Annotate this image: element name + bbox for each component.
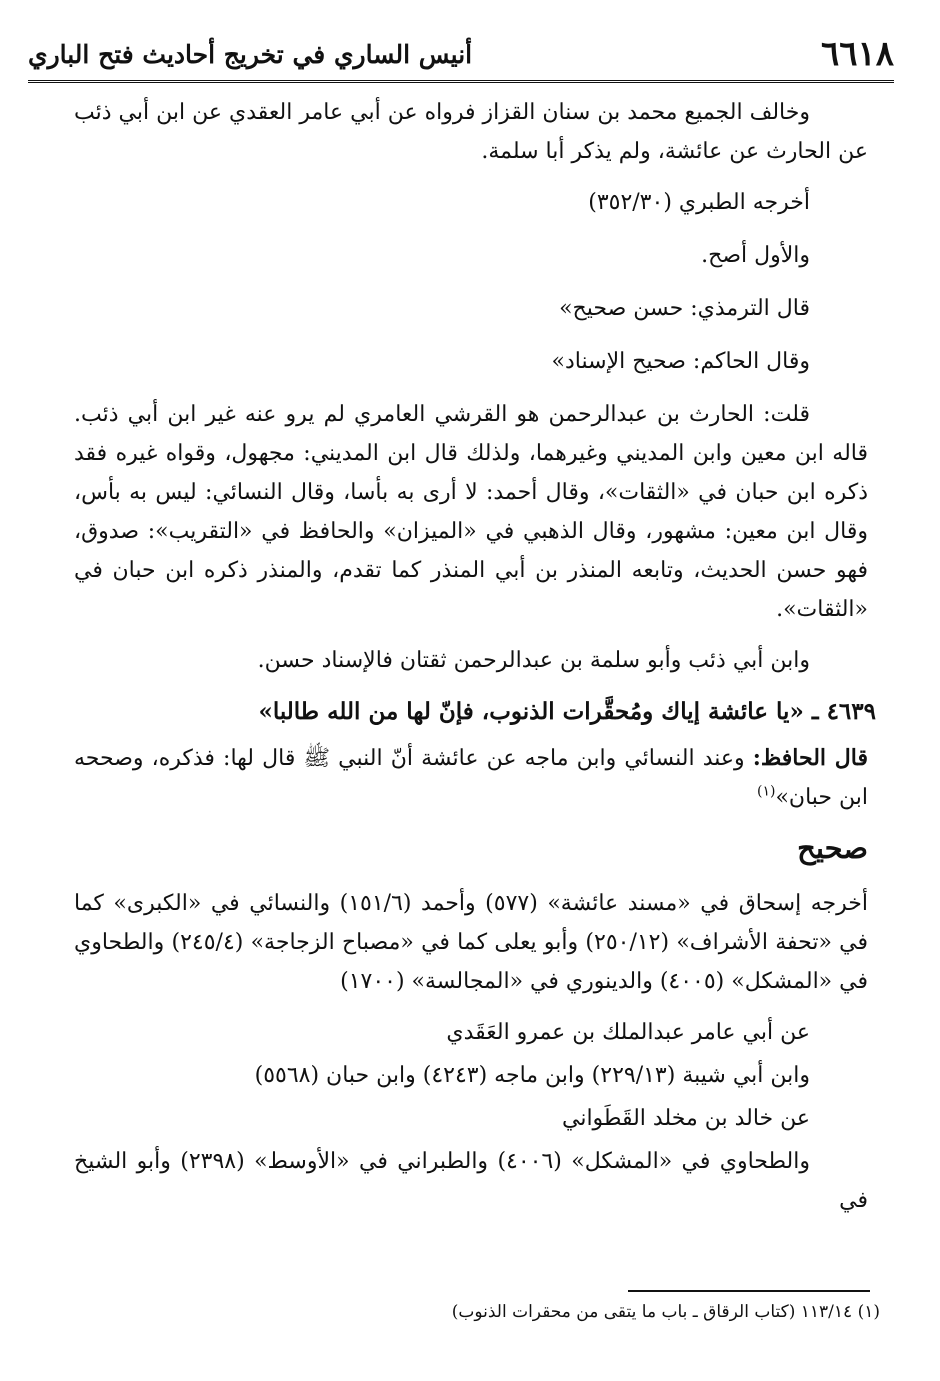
paragraph-isnad-conclusion: وابن أبي ذئب وأبو سلمة بن عبدالرحمن ثقتان فالإسناد حسن. [257, 648, 810, 673]
grade-heading: صحيح [797, 831, 868, 865]
footnote-reference: (١) [756, 783, 776, 800]
paragraph-chain-khalid: عن خالد بن مخلد القَطَواني [561, 1106, 810, 1131]
book-title: أنيس الساري في تخريج أحاديث فتح الباري [28, 39, 473, 69]
paragraph-chain-abu-amir: عن أبي عامر عبدالملك بن عمرو العَقَدي [446, 1020, 810, 1045]
paragraph-tabari-reference: أخرجه الطبري (٣٥٢/٣٠) [588, 190, 810, 215]
paragraph-narrator-assessment: قلت: الحارث بن عبدالرحمن هو القرشي العامري لم يرو عنه غير ابن أبي ذئب. قاله ابن معين وابن المديني وغيرهما، ولذلك قال ابن المديني: مجهول، وقواه غيره فقد ذكره ابن حبان في «الثقات»، وقال أحمد: لا أرى به بأسا، وقال النسائي: ليس به بأس، وقال ابن معين: مشهور، وقال الذهبي في «الميزان» والحافظ في «التقريب»: صدوق، فهو حسن الحديث، وتابعه المنذر بن أبي المنذر كما تقدم، والمنذر ذكره ابن حبان في «الثقات». [74, 402, 868, 622]
footnote-divider [628, 1290, 870, 1292]
page-header [28, 28, 894, 83]
paragraph-tirmidhi-verdict: قال الترمذي: حسن صحيح» [559, 296, 810, 321]
paragraph-first-is-sounder: والأول أصح. [701, 243, 810, 268]
paragraph-hakim-verdict: وقال الحاكم: صحيح الإسناد» [551, 349, 810, 374]
paragraph-hafiz-statement [74, 739, 868, 817]
footnote: (١) ١١٣/١٤ (كتاب الرقاق ـ باب ما يتقى من محقرات الذنوب) [451, 1302, 880, 1322]
hafiz-text: وعند النسائي وابن ماجه عن عائشة أنّ النبي ﷺ قال لها: فذكره، وصححه ابن حبان» [74, 746, 868, 810]
hadith-heading: ٤٦٣٩ ـ «يا عائشة إياك ومُحقَّرات الذنوب، فإنّ لها من الله طالبا» [258, 698, 876, 725]
paragraph-ibn-abi-shaybah-sources: وابن أبي شيبة (٢٢٩/١٣) وابن ماجه (٤٢٤٣) وابن حبان (٥٥٦٨) [254, 1063, 810, 1088]
paragraph-tahawi-sources: والطحاوي في «المشكل» (٤٠٠٦) والطبراني في «الأوسط» (٢٣٩٨) وأبو الشيخ في [74, 1149, 868, 1213]
paragraph-takhrij-sources: أخرجه إسحاق في «مسند عائشة» (٥٧٧) وأحمد (١٥١/٦) والنسائي في «الكبرى» كما في «تحفة الأشراف» (٢٥٠/١٢) وأبو يعلى كما في «مصباح الزجاجة» (٢٤٥/٤) والطحاوي في «المشكل» (٤٠٠٥) والدينوري في «المجالسة» (١٧٠٠) [74, 891, 869, 994]
paragraph-variant-narration: وخالف الجميع محمد بن سنان القزاز فرواه عن أبي عامر العقدي عن ابن أبي ذئب عن الحارث عن عائشة، ولم يذكر أبا سلمة. [74, 100, 868, 164]
page-body [74, 93, 876, 1224]
hafiz-label: قال الحافظ: [752, 745, 868, 771]
page-number: ٦٦١٨ [820, 34, 894, 74]
